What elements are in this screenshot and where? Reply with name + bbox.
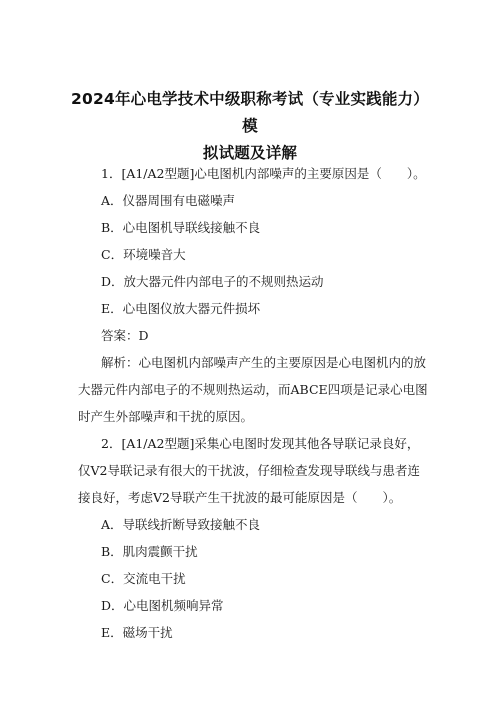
question-2-option-b: B．肌肉震颤干扰 bbox=[101, 544, 198, 559]
question-1-explanation-line-2: 大器元件内部电子的不规则热运动，而ABCE四项是记录心电图 bbox=[78, 382, 428, 397]
question-1-stem: 1．[A1/A2型题]心电图机内部噪声的主要原因是（ ）。 bbox=[101, 166, 426, 181]
question-1-option-c: C．环境噪音大 bbox=[101, 247, 186, 262]
question-1-explanation-line-1: 解析：心电图机内部噪声产生的主要原因是心电图机内的放 bbox=[101, 355, 427, 370]
title-line-2: 拟试题及详解 bbox=[202, 144, 298, 162]
document-title bbox=[70, 86, 430, 167]
question-1-answer: 答案：D bbox=[101, 328, 149, 343]
question-2-stem-line-1: 2．[A1/A2型题]采集心电图时发现其他各导联记录良好， bbox=[101, 436, 420, 451]
question-1-option-a: A．仪器周围有电磁噪声 bbox=[101, 193, 236, 208]
question-2-stem-line-3: 接良好，考虑V2导联产生干扰波的最可能原因是（ ）。 bbox=[78, 490, 402, 505]
title-line-1: 2024年心电学技术中级职称考试（专业实践能力）模 bbox=[71, 90, 429, 135]
question-1-option-b: B．心电图机导联线接触不良 bbox=[101, 220, 261, 235]
question-1-option-e: E．心电图仪放大器元件损坏 bbox=[101, 301, 261, 316]
question-2-option-a: A．导联线折断导致接触不良 bbox=[101, 517, 261, 532]
question-2-option-c: C．交流电干扰 bbox=[101, 571, 186, 586]
question-1-explanation-line-3: 时产生外部噪声和干扰的原因。 bbox=[78, 409, 254, 424]
question-2-stem-line-2: 仅V2导联记录有很大的干扰波，仔细检查发现导联线与患者连 bbox=[78, 463, 420, 478]
question-2-option-d: D．心电图机频响异常 bbox=[101, 598, 224, 613]
question-2-option-e: E．磁场干扰 bbox=[101, 625, 173, 640]
question-1-option-d: D．放大器元件内部电子的不规则热运动 bbox=[101, 274, 324, 289]
